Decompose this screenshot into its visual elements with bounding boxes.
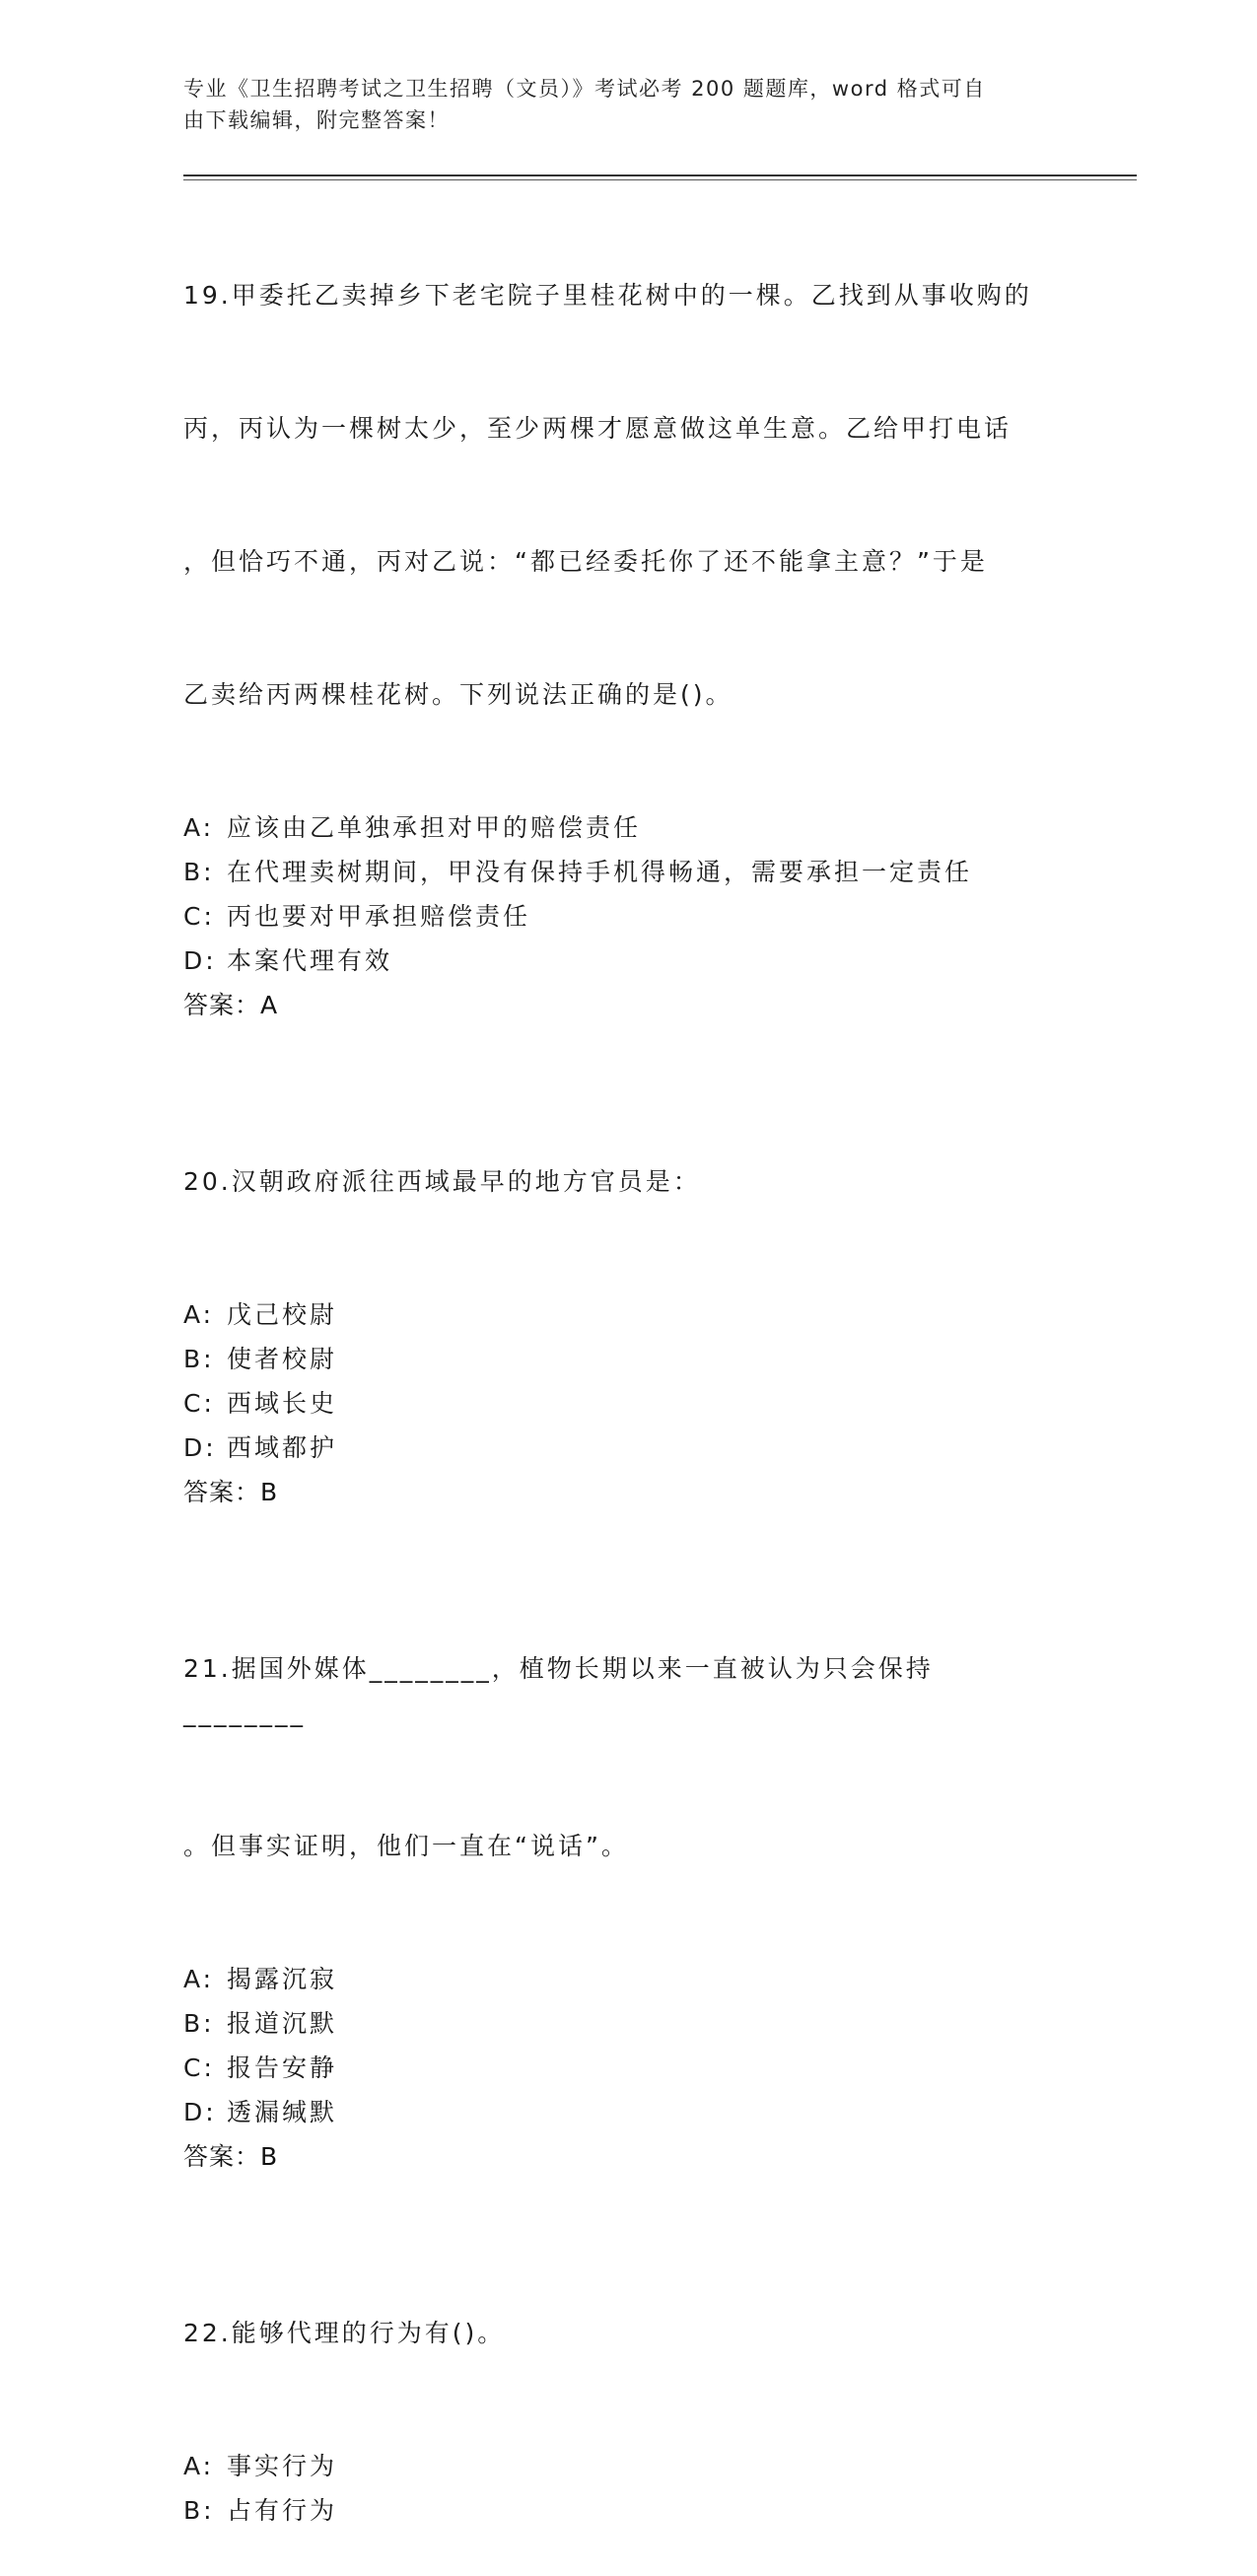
stem-line: 19.甲委托乙卖掉乡下老宅院子里桂花树中的一棵。乙找到从事收购的 [183, 281, 1032, 310]
option-text: 事实行为 [227, 2452, 338, 2480]
question-22 [183, 2222, 1051, 2533]
question-21 [183, 1558, 1051, 2179]
option-text: 西域长史 [227, 1389, 338, 1418]
option-text: 揭露沉寂 [227, 1965, 338, 1993]
option-key: B: [183, 1345, 215, 1373]
option-d [183, 939, 1051, 983]
option-key: D: [183, 946, 217, 975]
option-key: A: [183, 813, 215, 842]
option-text: 报告安静 [227, 2054, 338, 2082]
option-key: C: [183, 902, 215, 931]
option-text: 丙也要对甲承担赔偿责任 [227, 902, 531, 931]
question-stem [183, 184, 1051, 805]
question-stem [183, 1071, 1051, 1292]
stem-line: 20.汉朝政府派往西域最早的地方官员是： [183, 1167, 701, 1196]
option-key: C: [183, 1389, 215, 1418]
stem-line: 22.能够代理的行为有()。 [183, 2319, 506, 2347]
option-list [183, 1957, 1051, 2134]
answer-line: 答案：B [183, 2142, 279, 2171]
option-a [183, 1957, 1051, 2001]
option-b [183, 2001, 1051, 2046]
option-d [183, 2090, 1051, 2134]
option-a [183, 1292, 1051, 1337]
option-c [183, 1381, 1051, 1426]
question-stem [183, 1558, 1051, 1957]
option-text: 透漏缄默 [227, 2098, 338, 2126]
option-text: 西域都护 [227, 1433, 338, 1462]
option-key: A: [183, 2452, 215, 2480]
option-c [183, 2046, 1051, 2090]
stem-line: ，但恰巧不通，丙对乙说：“都已经委托你了还不能拿主意？”于是 [183, 547, 988, 576]
option-text: 本案代理有效 [227, 946, 393, 975]
option-text: 占有行为 [227, 2496, 338, 2525]
document-header [183, 73, 1051, 136]
option-key: B: [183, 2009, 215, 2038]
question-20 [183, 1071, 1051, 1514]
option-key: A: [183, 1965, 215, 1993]
question-stem [183, 2222, 1051, 2444]
option-list [183, 805, 1051, 983]
option-key: D: [183, 2098, 217, 2126]
option-b [183, 2488, 1051, 2533]
option-key: B: [183, 2496, 215, 2525]
option-b [183, 1337, 1051, 1381]
option-b [183, 850, 1051, 894]
option-text: 报道沉默 [227, 2009, 338, 2038]
option-d [183, 1426, 1051, 1470]
answer-line: 答案：B [183, 1478, 279, 1506]
answer-line: 答案：A [183, 991, 279, 1019]
option-c [183, 894, 1051, 939]
option-list [183, 1292, 1051, 1470]
stem-line: 21.据国外媒体________，植物长期以来一直被认为只会保持________ [183, 1654, 934, 1727]
option-text: 使者校尉 [227, 1345, 338, 1373]
option-a [183, 805, 1051, 850]
option-text: 在代理卖树期间，甲没有保持手机得畅通，需要承担一定责任 [227, 858, 973, 886]
stem-line: 丙，丙认为一棵树太少，至少两棵才愿意做这单生意。乙给甲打电话 [183, 414, 1013, 443]
option-a [183, 2444, 1051, 2488]
question-19 [183, 184, 1051, 1027]
option-list [183, 2444, 1051, 2533]
option-key: D: [183, 1433, 217, 1462]
stem-line: 乙卖给丙两棵桂花树。下列说法正确的是()。 [183, 680, 733, 709]
option-key: B: [183, 858, 215, 886]
header-line-1: 专业《卫生招聘考试之卫生招聘（文员）》考试必考 200 题题库，word 格式可自 [183, 77, 986, 101]
header-divider-thick [183, 174, 1137, 176]
option-key: A: [183, 1300, 215, 1329]
question-list [183, 184, 1051, 2576]
header-divider-thin [183, 179, 1137, 180]
header-line-2: 由下载编辑，附完整答案！ [183, 108, 450, 132]
option-key: C: [183, 2054, 215, 2082]
option-text: 戊己校尉 [227, 1300, 338, 1329]
stem-line: 。但事实证明，他们一直在“说话”。 [183, 1832, 629, 1860]
option-text: 应该由乙单独承担对甲的赔偿责任 [227, 813, 642, 842]
